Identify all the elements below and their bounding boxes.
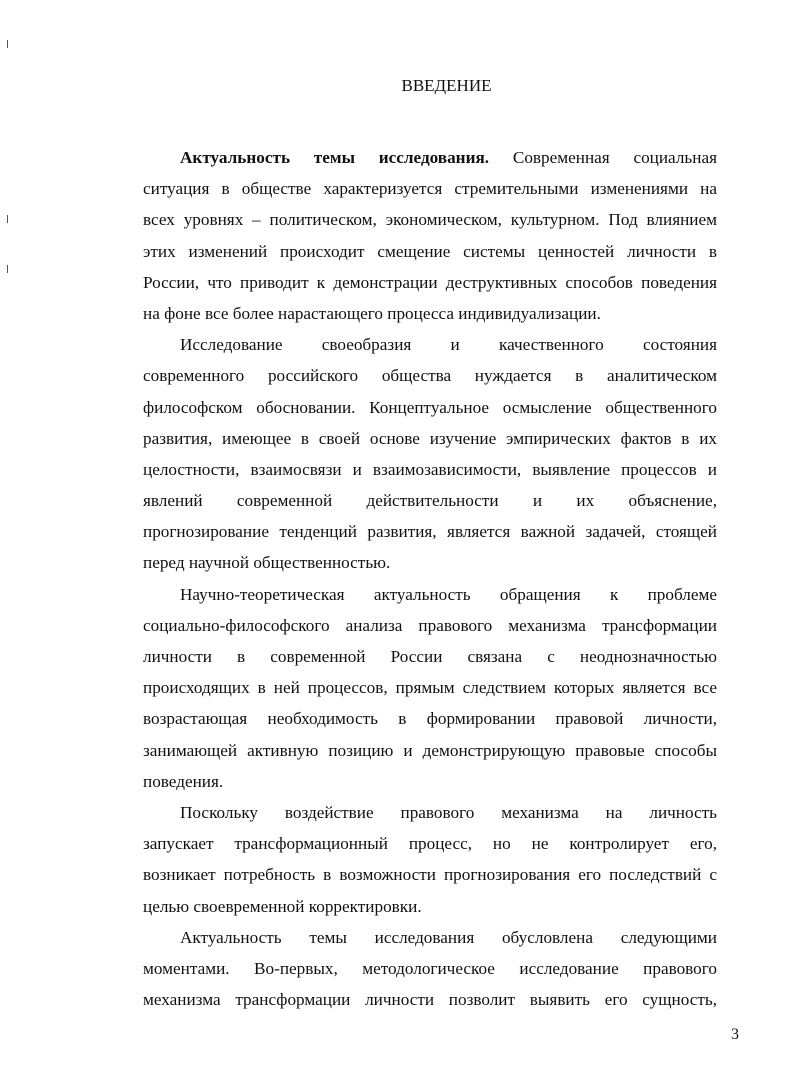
text-line: моментами. Во-первых, методологическое исследование правового (143, 958, 717, 978)
text-line (143, 144, 717, 175)
text-line: целостности, взаимосвязи и взаимозависимости, выявление процессов и (143, 459, 717, 479)
text-line: целью своевременной корректировки. (143, 896, 422, 916)
scan-artifact (7, 265, 8, 273)
text-line: прогнозирование тенденций развития, является важной задачей, стоящей (143, 522, 717, 542)
text-line: возрастающая необходимость в формировании правовой личности, (143, 709, 717, 729)
text-line: ситуация в обществе характеризуется стремительными изменениями на (143, 179, 717, 199)
text-line: возникает потребность в возможности прогнозирования его последствий с (143, 865, 717, 885)
text-line: Поскольку воздействие правового механизма на личность (180, 802, 717, 822)
text-line: запускает трансформационный процесс, но не контролирует его, (143, 834, 717, 854)
text-line: происходящих в ней процессов, прямым следствием которых является все (143, 678, 717, 698)
text-line: Исследование своеобразия и качественного состояния (180, 335, 717, 355)
document-body (143, 144, 717, 1017)
paragraph (143, 144, 717, 331)
text-line: современного российского общества нуждается в аналитическом (143, 366, 717, 386)
text-line: развития, имеющее в своей основе изучение эмпирических фактов в их (143, 428, 717, 448)
text-line: поведения. (143, 771, 224, 791)
text-line: на фоне все более нарастающего процесса индивидуализации. (143, 303, 601, 323)
text-line: занимающей активную позицию и демонстрирующую правовые способы (143, 740, 717, 760)
text-line: философском обосновании. Концептуальное осмысление общественного (143, 397, 717, 417)
text-line: перед научной общественностью. (143, 553, 391, 573)
text-span: Современная социальная (489, 148, 717, 167)
text-line: личности в современной России связана с неоднозначностью (143, 647, 717, 666)
text-line: этих изменений происходит смещение системы ценностей личности в (143, 241, 717, 261)
paragraph (143, 924, 717, 1018)
page-number: 3 (731, 1026, 739, 1043)
text-line: всех уровнях – политическом, экономическом, культурном. Под влиянием (143, 210, 717, 230)
text-line: явлений современной действительности и их объяснение, (143, 491, 717, 511)
text-line: социально-философского анализа правового механизма трансформации (143, 615, 717, 635)
scan-artifact (7, 215, 8, 223)
text-line: Научно-теоретическая актуальность обращения к проблеме (180, 584, 717, 604)
paragraph (143, 581, 717, 799)
paragraph (143, 331, 717, 581)
text-line: Актуальность темы исследования обусловлена следующими (180, 927, 717, 947)
text-line: России, что приводит к демонстрации деструктивных способов поведения (143, 272, 717, 292)
text-line: механизма трансформации личности позволит выявить его сущность, (143, 990, 717, 1010)
lead-bold-text: Актуальность темы исследования. (180, 148, 490, 167)
paragraph (143, 799, 717, 924)
page-heading: ВВЕДЕНИЕ (401, 76, 492, 95)
scan-artifact (7, 40, 8, 48)
